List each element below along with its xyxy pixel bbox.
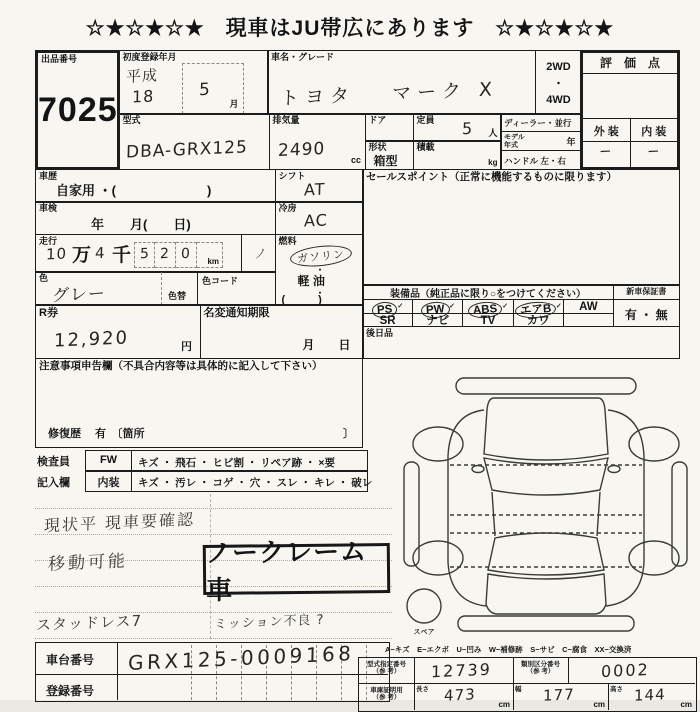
body-left-side bbox=[448, 410, 486, 606]
equipment-cell: PS ✓ bbox=[363, 300, 412, 313]
chassis-label-divider bbox=[117, 643, 118, 700]
dealer-parallel-cell bbox=[500, 113, 582, 132]
mileage-d1: 5 bbox=[139, 245, 150, 262]
capacity-unit: 人 bbox=[488, 127, 498, 138]
steering-label: ハンドル 左・右 bbox=[504, 156, 566, 166]
model-year-label: モデル年式 bbox=[504, 134, 525, 150]
spare-tire-label: スペア bbox=[413, 629, 435, 636]
fuel-cell bbox=[275, 234, 364, 306]
chassis-table bbox=[35, 642, 390, 702]
height-cell bbox=[608, 683, 695, 710]
rear-windshield bbox=[488, 533, 604, 575]
inspector-row1-key: FW bbox=[99, 454, 118, 466]
chassis-label: 車台番号 bbox=[46, 653, 95, 667]
aircon-cell bbox=[275, 201, 364, 235]
class-number-value: 0002 bbox=[600, 659, 650, 682]
inspection-cell bbox=[35, 201, 276, 235]
inspector-row2-text: キズ ・ 汚レ ・ コゲ ・ 穴 ・ スレ ・ キレ ・ 破レ bbox=[138, 477, 373, 489]
inspector-key-interior bbox=[85, 470, 132, 492]
shift-label: シフト bbox=[278, 170, 306, 181]
first-reg-era: 平成 bbox=[125, 66, 158, 86]
shape-cell bbox=[365, 140, 415, 170]
inspector-col-label-1: 検査員 bbox=[37, 456, 70, 468]
first-registration-label: 初度登録年月 bbox=[122, 52, 177, 62]
model-code-value: DBA-GRX125 bbox=[125, 137, 248, 163]
wheel-rear-left bbox=[413, 541, 463, 575]
width-cell bbox=[513, 683, 608, 710]
model-code-label: 型式 bbox=[122, 115, 141, 125]
lot-number-value: 7025 bbox=[38, 91, 118, 129]
mileage-n1: 10 bbox=[45, 244, 68, 263]
banner bbox=[0, 12, 700, 42]
load-cell bbox=[413, 140, 502, 170]
fuel-option-diesel: 軽 油 bbox=[297, 273, 325, 288]
equipment-row-1 bbox=[363, 300, 613, 317]
shape-value: 箱型 bbox=[373, 154, 398, 168]
history-value: 自家用 ・( ) bbox=[56, 182, 212, 198]
equipment-cell: エアB ✓ bbox=[513, 300, 563, 313]
length-cell bbox=[414, 683, 513, 710]
inspection-value: 年 月( 日) bbox=[91, 217, 191, 232]
load-unit: kg bbox=[488, 158, 498, 167]
model-year-unit: 年 bbox=[566, 137, 576, 147]
registration-label: 登録番号 bbox=[46, 684, 95, 698]
note-line-1: 現状平 現車要確認 bbox=[43, 509, 196, 536]
front-bumper bbox=[456, 378, 636, 394]
note-bottom-left: スタッドレス7 bbox=[35, 611, 143, 635]
history-label: 車歴 bbox=[39, 170, 58, 181]
chassis-value: GRX125-0009168 bbox=[127, 641, 355, 675]
drive-type-cell bbox=[535, 50, 582, 115]
warranty-label: 新車保証書 bbox=[614, 285, 680, 300]
banner-stars-right: ☆★☆★☆★ bbox=[495, 17, 615, 40]
equipment-cell: SR bbox=[379, 315, 396, 327]
note-rule bbox=[35, 508, 392, 509]
score-interior-value: − bbox=[646, 141, 661, 161]
mileage-man: 万 bbox=[72, 244, 92, 266]
repair-history-line: 修復歴 有 〔箇所 bbox=[48, 427, 145, 440]
first-reg-month-box bbox=[182, 63, 244, 114]
capacity-value: 5 bbox=[461, 118, 473, 139]
fuel-option-other: ( ) bbox=[281, 293, 322, 306]
r-ticket-cell bbox=[35, 304, 201, 359]
r-ticket-unit: 円 bbox=[181, 341, 192, 353]
color-code-divider bbox=[197, 272, 198, 305]
lot-number-box bbox=[35, 50, 120, 170]
damage-legend: A−キズ E−エクボ U−凹み W−補修跡 S−サビ C−腐食 XX−交換済 bbox=[385, 645, 632, 654]
height-label: 高さ bbox=[610, 686, 623, 693]
mileage-sen: 千 bbox=[112, 244, 132, 266]
note-line-2: 移動可能 bbox=[47, 551, 129, 575]
equipment-cell: ナビ bbox=[412, 314, 462, 327]
equipment-cell: PW ✓ bbox=[412, 300, 462, 313]
shift-value: AT bbox=[303, 179, 326, 199]
width-value: 177 bbox=[542, 685, 575, 705]
mileage-d2: 2 bbox=[159, 245, 171, 262]
sales-point-box bbox=[362, 169, 680, 286]
score-exterior-label: 外 装 bbox=[593, 126, 619, 138]
inspector-row2-text-cell bbox=[131, 470, 373, 492]
trunk-outline bbox=[486, 574, 606, 614]
height-value: 144 bbox=[633, 685, 666, 705]
displacement-value: 2490 bbox=[277, 138, 326, 162]
wheel-front-left bbox=[413, 427, 463, 461]
mileage-d1-box bbox=[134, 242, 155, 268]
width-unit: cm bbox=[593, 700, 605, 709]
first-reg-year: 18 bbox=[131, 86, 155, 107]
fuel-dot-2: ・ bbox=[315, 287, 325, 298]
color-change-label: 色替 bbox=[168, 290, 187, 301]
lot-number-label: 出品番号 bbox=[41, 54, 78, 64]
doors-cell bbox=[365, 113, 415, 142]
score-values-row bbox=[583, 142, 677, 167]
type-designation-value: 12739 bbox=[430, 659, 493, 682]
left-side-sill bbox=[404, 462, 419, 566]
inspector-key-fw bbox=[85, 450, 132, 472]
later-items-label: 後日品 bbox=[366, 327, 394, 338]
reference-table bbox=[358, 657, 697, 712]
mileage-tick: ノ bbox=[253, 246, 269, 262]
equipment-box bbox=[362, 284, 614, 327]
inspector-row2-key: 内装 bbox=[97, 477, 120, 489]
model-year-cell bbox=[500, 131, 582, 151]
r-ticket-label: R券 bbox=[39, 307, 58, 319]
score-exterior-value: − bbox=[599, 141, 614, 161]
mileage-tick-divider bbox=[241, 235, 242, 271]
later-items-box bbox=[362, 326, 680, 360]
first-reg-month-unit: 月 bbox=[229, 99, 239, 109]
shift-cell bbox=[275, 169, 364, 203]
notice-label: 注意事項申告欄（不具合内容等は具体的に記入して下さい） bbox=[39, 359, 323, 372]
score-ext-int-row bbox=[583, 118, 677, 142]
car-diagram bbox=[398, 366, 693, 644]
history-cell bbox=[35, 169, 276, 203]
displacement-unit: cc bbox=[350, 155, 361, 165]
no-claim-stamp bbox=[203, 536, 391, 605]
mileage-d2-box bbox=[155, 242, 176, 268]
aircon-value: AC bbox=[303, 210, 328, 231]
drive-type-value: 2WD ・ 4WD bbox=[546, 61, 571, 106]
spare-tire bbox=[407, 589, 441, 623]
model-code-cell bbox=[119, 113, 271, 170]
car-name-label: 車名・グレード bbox=[271, 52, 335, 62]
name-change-cell bbox=[200, 304, 364, 359]
length-label: 長さ bbox=[416, 686, 429, 693]
notice-box bbox=[35, 358, 363, 448]
mileage-n2: 4 bbox=[94, 243, 106, 262]
aircon-label: 冷房 bbox=[278, 203, 297, 213]
chassis-row-divider bbox=[36, 674, 388, 675]
sales-point-label: セールスポイント（正常に機能するものに限ります） bbox=[366, 170, 618, 183]
first-reg-month: 5 bbox=[198, 79, 211, 101]
steering-cell bbox=[500, 150, 582, 170]
car-name-cell bbox=[267, 50, 536, 115]
garage-cert-label: 車庫証明用 （参 考） bbox=[370, 687, 403, 702]
no-claim-stamp-text: ノークレーム車 bbox=[205, 536, 368, 605]
equipment-cell: TV bbox=[462, 314, 512, 327]
warranty-value: 有 ・ 無 bbox=[624, 308, 668, 322]
fuel-dot-1: ・ bbox=[315, 264, 325, 275]
displacement-label: 排気量 bbox=[272, 115, 300, 125]
score-interior-label: 内 装 bbox=[630, 119, 678, 141]
hood-outline bbox=[484, 398, 608, 460]
right-side-sill bbox=[672, 462, 687, 566]
repair-history-close: 〕 bbox=[343, 427, 354, 440]
r-ticket-value: 12,920 bbox=[53, 327, 130, 352]
score-box bbox=[580, 50, 680, 170]
mirror-left bbox=[472, 466, 484, 473]
type-designation-label: 型式指定番号 （参 考） bbox=[367, 661, 406, 676]
doors-label: ドア bbox=[368, 115, 387, 125]
first-registration-cell bbox=[119, 50, 269, 115]
shape-label: 形状 bbox=[368, 142, 387, 152]
mileage-label: 走行 bbox=[39, 235, 58, 246]
color-cell bbox=[35, 271, 276, 306]
mirror-right bbox=[608, 466, 620, 473]
note-rule bbox=[35, 638, 392, 639]
dealer-parallel-label: ディーラー・並行 bbox=[504, 118, 572, 128]
color-change-divider bbox=[161, 272, 162, 305]
equipment-cell: カワ bbox=[513, 314, 563, 327]
mileage-unit: km bbox=[207, 256, 219, 266]
color-value: グレー bbox=[51, 283, 107, 307]
equipment-cell: ABS ✓ bbox=[462, 300, 512, 313]
note-bottom-right: ミッション不良 ? bbox=[213, 612, 325, 633]
fuel-label: 燃料 bbox=[278, 235, 297, 246]
banner-text: 現車はJU帯広にあります bbox=[225, 17, 475, 40]
rear-bumper bbox=[458, 616, 634, 631]
load-label: 積載 bbox=[416, 142, 435, 152]
mileage-unit-box bbox=[197, 242, 223, 268]
length-unit: cm bbox=[498, 700, 510, 709]
inspector-col-label-2: 記入欄 bbox=[37, 477, 70, 489]
color-label: 色 bbox=[39, 273, 49, 283]
name-change-label: 名変通知期限 bbox=[203, 307, 270, 319]
banner-stars-left: ☆★☆★☆★ bbox=[85, 17, 205, 40]
name-change-value: 月 日 bbox=[302, 338, 351, 352]
height-unit: cm bbox=[680, 700, 692, 709]
class-number-label: 類別区分番号 （参 考） bbox=[521, 661, 560, 676]
fuel-option-gasoline: ガソリン bbox=[289, 242, 353, 268]
mileage-d3: 0 bbox=[180, 245, 192, 262]
warranty-box bbox=[613, 284, 681, 327]
car-name-value: トヨタ マーク X bbox=[279, 78, 499, 110]
length-value: 473 bbox=[443, 685, 476, 705]
inspector-row1-text-cell bbox=[131, 450, 368, 472]
wheel-front-right bbox=[629, 427, 679, 461]
equipment-cell: AW bbox=[563, 300, 613, 313]
inspector-row1-text: キズ ・ 飛石 ・ ヒビ割 ・ リペア跡 ・ ×要 bbox=[138, 457, 336, 469]
score-label: 評 価 点 bbox=[583, 54, 677, 74]
mileage-cell bbox=[35, 234, 276, 273]
width-label: 幅 bbox=[515, 686, 522, 693]
displacement-cell bbox=[269, 113, 367, 170]
windshield bbox=[484, 458, 608, 495]
inspection-label: 車検 bbox=[39, 203, 58, 213]
equipment-label: 装備品（純正品に限り○をつけてください） bbox=[363, 285, 613, 300]
mileage-d3-box bbox=[176, 242, 197, 268]
cabin-right-edge bbox=[597, 492, 600, 536]
body-right-side bbox=[606, 410, 644, 606]
capacity-label: 定員 bbox=[416, 115, 435, 125]
color-code-label: 色コード bbox=[202, 276, 239, 286]
capacity-cell bbox=[413, 113, 502, 142]
cabin-left-edge bbox=[492, 492, 495, 536]
